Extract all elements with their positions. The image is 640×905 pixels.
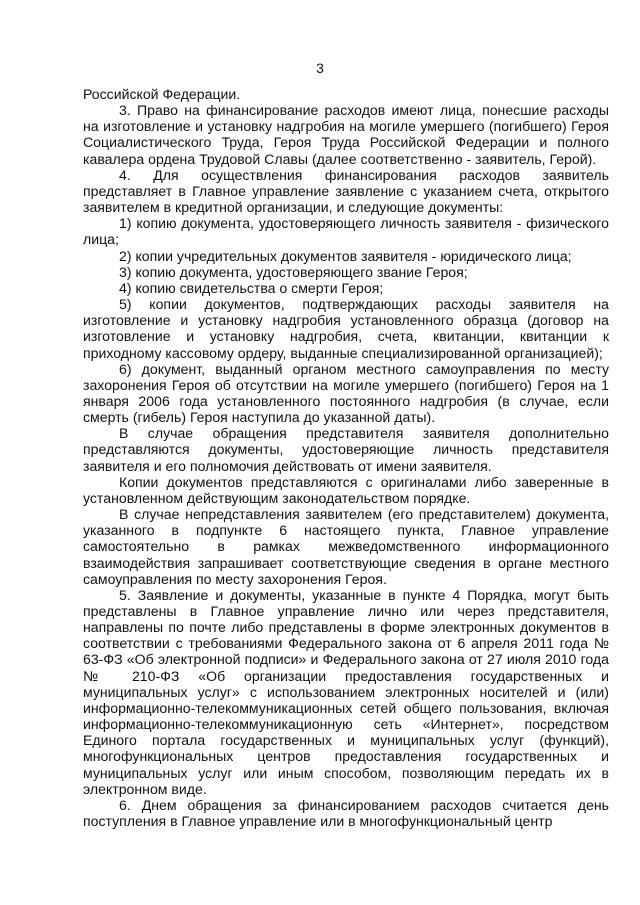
- subitem-6: 6) документ, выданный органом местного самоуправления по месту захоронения Героя об отсутствии на могиле умершего (погибшего) Героя на 1 января 2006 года установленного постоянного надгробия (в случае, если смерть (гибель) Героя наступила до указанной даты).: [83, 360, 609, 426]
- subitem-4: 4) копию свидетельства о смерти Героя;: [119, 279, 384, 296]
- subitem-3: 3) копию документа, удостоверяющего звание Героя;: [119, 263, 468, 280]
- paragraph-continuation: Российской Федерации.: [83, 86, 241, 102]
- document-body: [83, 86, 609, 829]
- paragraph-item-3: 3. Право на финансирование расходов имеют лица, понесшие расходы на изготовление и установку надгробия на могиле умершего (погибшего) Героя Социалистического Труда, Героя Труда Российской Федерации и полного кавалера ордена Трудовой Славы (далее соответственно - заявитель, Герой).: [83, 102, 609, 167]
- subitem-1: 1) копию документа, удостоверяющего личность заявителя - физического лица;: [83, 215, 609, 248]
- paragraph-item-4: 4. Для осуществления финансирования расходов заявитель представляет в Главное управление заявление с указанием счета, открытого заявителем в кредитной организации, и следующие документы:: [83, 166, 609, 216]
- paragraph-copies: Копии документов представляются с оригиналами либо заверенные в установленном действующим законодательством порядке.: [83, 473, 609, 506]
- paragraph-item-6: 6. Днем обращения за финансированием расходов считается день поступления в Главное управление или в многофункциональный центр: [83, 796, 609, 830]
- paragraph-item-5: 5. Заявление и документы, указанные в пункте 4 Порядка, могут быть представлены в Главное управление лично или через представителя, направлены по почте либо представлены в форме электронных документов в соответствии с требованиями Федерального закона от 6 апреля 2011 года № 63-ФЗ «Об электронной подписи» и Федерального закона от 27 июля 2010 года № 210-ФЗ «Об организации предоставления государственных и муниципальных услуг» с использованием электронных носителей и (или) информационно-телекоммуникационных сетей общего пользования, включая информационно-телекоммуникационную сеть «Интернет», посредством Единого портала государственных и муниципальных услуг (функций), многофункциональных центров предоставления государственных и муниципальных услуг или иным способом, позволяющим передать их в электронном виде.: [83, 586, 609, 797]
- page-number: 3: [316, 60, 324, 76]
- subitem-2: 2) копии учредительных документов заявителя - юридического лица;: [119, 247, 572, 264]
- paragraph-representative: В случае обращения представителя заявителя дополнительно представляются документы, удостоверяющие личность представителя заявителя и его полномочия действовать от имени заявителя.: [83, 425, 609, 474]
- paragraph-non-submission: В случае непредставления заявителем (его представителем) документа, указанного в подпункте 6 настоящего пункта, Главное управление самостоятельно в рамках межведомственного информационного взаимодействия запрашивает соответствующие сведения в органе местного самоуправления по месту захоронения Героя.: [83, 506, 609, 587]
- subitem-5: 5) копии документов, подтверждающих расходы заявителя на изготовление и установку надгробия установленного образца (договор на изготовление и установку надгробия, счета, квитанции, квитанции к приходному кассовому ордеру, выданные специализированной организацией);: [83, 296, 609, 361]
